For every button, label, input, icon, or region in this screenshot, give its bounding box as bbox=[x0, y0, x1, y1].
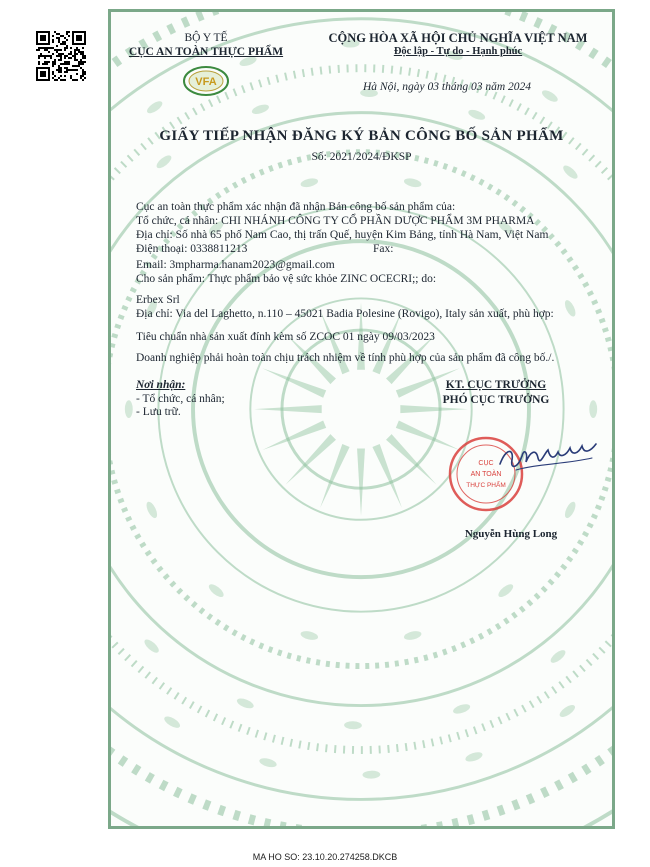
qr-module bbox=[84, 55, 86, 57]
qr-module bbox=[68, 61, 70, 63]
qr-module bbox=[42, 47, 44, 49]
qr-module bbox=[60, 67, 62, 69]
qr-module bbox=[52, 53, 54, 55]
qr-module bbox=[72, 79, 74, 81]
qr-module bbox=[54, 31, 56, 33]
signer-name: Nguyễn Hùng Long bbox=[464, 528, 558, 540]
qr-module bbox=[50, 57, 52, 59]
qr-module bbox=[52, 73, 54, 75]
qr-module bbox=[82, 75, 84, 77]
qr-module bbox=[44, 61, 46, 63]
agency-header bbox=[111, 31, 301, 59]
qr-module bbox=[38, 57, 40, 59]
qr-module bbox=[76, 69, 78, 71]
qr-module bbox=[60, 59, 62, 61]
qr-module bbox=[54, 61, 56, 63]
qr-module bbox=[80, 53, 82, 55]
recipient-item: - Tổ chức, cá nhân; bbox=[136, 393, 225, 405]
intro-text: Cục an toàn thực phẩm xác nhận đã nhận Bản công bố sản phẩm của: bbox=[136, 201, 456, 213]
qr-module bbox=[60, 71, 62, 73]
qr-module bbox=[76, 49, 78, 51]
qr-module bbox=[46, 55, 48, 57]
qr-module bbox=[84, 73, 86, 75]
qr-module bbox=[52, 71, 54, 73]
qr-module bbox=[58, 41, 60, 43]
qr-module bbox=[66, 47, 68, 49]
vfa-logo bbox=[182, 64, 230, 98]
qr-module bbox=[82, 47, 84, 49]
qr-module bbox=[76, 73, 78, 75]
standard-line: Tiêu chuẩn nhà sản xuất đính kèm số ZCOC 01 ngày 09/03/2023 bbox=[136, 331, 435, 343]
manufacturer-address-line: Địa chỉ: Via del Laghetto, n.110 – 45021 Badia Polesine (Rovigo), Italy sản xuất, phù hợp: bbox=[136, 308, 554, 320]
national-motto: Độc lập - Tự do - Hạnh phúc bbox=[393, 46, 523, 57]
qr-module bbox=[80, 51, 82, 53]
qr-module bbox=[82, 51, 84, 53]
qr-module bbox=[48, 47, 50, 49]
qr-module bbox=[64, 43, 66, 45]
qr-module bbox=[64, 75, 66, 77]
qr-module bbox=[62, 43, 64, 45]
qr-module bbox=[48, 55, 50, 57]
qr-module bbox=[40, 55, 42, 57]
qr-module bbox=[54, 75, 56, 77]
qr-module bbox=[72, 55, 74, 57]
handwritten-signature bbox=[496, 434, 606, 482]
qr-module bbox=[80, 63, 82, 65]
qr-module bbox=[78, 51, 80, 53]
qr-module bbox=[60, 43, 62, 45]
qr-module bbox=[56, 55, 58, 57]
qr-module bbox=[74, 55, 76, 57]
qr-module bbox=[44, 57, 46, 59]
qr-module bbox=[44, 49, 46, 51]
qr-module bbox=[66, 55, 68, 57]
qr-module bbox=[66, 61, 68, 63]
qr-module bbox=[60, 35, 62, 37]
issue-date: Hà Nội, ngày 03 tháng 03 năm 2024 bbox=[363, 81, 532, 93]
qr-module bbox=[84, 57, 86, 59]
qr-module bbox=[66, 39, 68, 41]
qr-module bbox=[60, 69, 62, 71]
qr-code bbox=[34, 31, 88, 81]
signatory-title-1 bbox=[411, 379, 581, 391]
qr-module bbox=[54, 79, 56, 81]
qr-module bbox=[62, 35, 64, 37]
qr-module bbox=[42, 63, 44, 65]
qr-module bbox=[52, 63, 54, 65]
qr-module bbox=[52, 47, 54, 49]
qr-module bbox=[70, 51, 72, 53]
qr-module bbox=[64, 67, 66, 69]
qr-module bbox=[70, 69, 72, 71]
qr-module bbox=[70, 75, 72, 77]
qr-module bbox=[76, 53, 78, 55]
qr-module bbox=[80, 59, 82, 61]
qr-module bbox=[64, 79, 66, 81]
qr-module bbox=[58, 67, 60, 69]
qr-module bbox=[52, 39, 54, 41]
qr-module bbox=[68, 57, 70, 59]
qr-module bbox=[72, 65, 74, 67]
phone-line: Điện thoại: 0338811213 bbox=[136, 243, 248, 255]
qr-module bbox=[48, 61, 50, 63]
qr-module bbox=[56, 51, 58, 53]
qr-module bbox=[56, 79, 58, 81]
qr-module bbox=[74, 65, 76, 67]
signatory-title-1-text: KT. CỤC TRƯỞNG bbox=[445, 379, 547, 391]
qr-module bbox=[58, 49, 60, 51]
qr-module bbox=[60, 49, 62, 51]
qr-module bbox=[54, 49, 56, 51]
stamp-text-bottom: THỰC PHẨM bbox=[466, 482, 506, 489]
qr-module bbox=[36, 49, 38, 51]
logo-text: VFA bbox=[195, 76, 217, 88]
qr-module bbox=[64, 61, 66, 63]
qr-module bbox=[82, 53, 84, 55]
document-number: Số: 2021/2024/ĐKSP bbox=[311, 151, 412, 163]
stamp-text-top: CỤC bbox=[478, 460, 494, 467]
qr-module bbox=[66, 69, 68, 71]
qr-module bbox=[60, 55, 62, 57]
fax-line: Fax: bbox=[373, 243, 394, 255]
qr-module bbox=[40, 53, 42, 55]
address-line: Địa chỉ: Số nhà 65 phố Nam Cao, thị trấn Quế, huyện Kim Bảng, tỉnh Hà Nam, Việt Nam bbox=[136, 229, 549, 241]
qr-module bbox=[58, 39, 60, 41]
qr-module bbox=[64, 37, 66, 39]
qr-module bbox=[68, 63, 70, 65]
qr-module bbox=[44, 47, 46, 49]
qr-module bbox=[72, 69, 74, 71]
qr-module bbox=[58, 69, 60, 71]
qr-module bbox=[70, 57, 72, 59]
ministry-name: BỘ Y TẾ bbox=[184, 32, 228, 44]
qr-module bbox=[84, 71, 86, 73]
qr-module bbox=[60, 57, 62, 59]
qr-module bbox=[74, 69, 76, 71]
qr-module bbox=[46, 61, 48, 63]
qr-module bbox=[52, 35, 54, 37]
qr-module bbox=[56, 69, 58, 71]
qr-module bbox=[38, 47, 40, 49]
qr-module bbox=[52, 61, 54, 63]
organization-line: Tổ chức, cá nhân: CHI NHÁNH CÔNG TY CỔ PHẦN DƯỢC PHẨM 3M PHARMA bbox=[136, 215, 535, 227]
qr-module bbox=[82, 61, 84, 63]
qr-module bbox=[48, 51, 50, 53]
qr-finder-module bbox=[40, 35, 46, 41]
qr-module bbox=[60, 75, 62, 77]
qr-module bbox=[64, 47, 66, 49]
qr-module bbox=[58, 53, 60, 55]
qr-module bbox=[70, 77, 72, 79]
qr-module bbox=[76, 65, 78, 67]
recipients-label: Nơi nhận: bbox=[136, 379, 186, 391]
qr-module bbox=[46, 47, 48, 49]
qr-module bbox=[44, 63, 46, 65]
qr-module bbox=[64, 49, 66, 51]
qr-module bbox=[78, 61, 80, 63]
qr-module bbox=[80, 77, 82, 79]
certificate bbox=[108, 9, 615, 829]
qr-module bbox=[56, 33, 58, 35]
qr-module bbox=[58, 33, 60, 35]
qr-module bbox=[54, 63, 56, 65]
qr-module bbox=[60, 53, 62, 55]
qr-module bbox=[46, 49, 48, 51]
qr-module bbox=[56, 49, 58, 51]
recipient-item: - Lưu trữ. bbox=[136, 406, 181, 418]
qr-module bbox=[64, 63, 66, 65]
qr-module bbox=[66, 67, 68, 69]
qr-finder-module bbox=[40, 71, 46, 77]
qr-module bbox=[74, 59, 76, 61]
qr-module bbox=[68, 53, 70, 55]
manufacturer-line: Erbex Srl bbox=[136, 294, 180, 306]
qr-module bbox=[66, 45, 68, 47]
qr-module bbox=[78, 63, 80, 65]
qr-module bbox=[60, 63, 62, 65]
qr-module bbox=[58, 71, 60, 73]
qr-module bbox=[82, 79, 84, 81]
qr-module bbox=[38, 63, 40, 65]
qr-module bbox=[58, 59, 60, 61]
qr-module bbox=[68, 31, 70, 33]
qr-module bbox=[76, 59, 78, 61]
qr-module bbox=[74, 79, 76, 81]
qr-module bbox=[82, 73, 84, 75]
qr-module bbox=[82, 63, 84, 65]
qr-module bbox=[74, 57, 76, 59]
qr-module bbox=[52, 41, 54, 43]
qr-module bbox=[62, 63, 64, 65]
qr-module bbox=[46, 63, 48, 65]
qr-module bbox=[74, 51, 76, 53]
qr-module bbox=[68, 69, 70, 71]
qr-module bbox=[56, 37, 58, 39]
qr-module bbox=[70, 53, 72, 55]
qr-module bbox=[38, 61, 40, 63]
qr-module bbox=[74, 49, 76, 51]
qr-module bbox=[78, 49, 80, 51]
agency-name: CỤC AN TOÀN THỰC PHẨM bbox=[128, 46, 284, 58]
qr-module bbox=[50, 47, 52, 49]
qr-module bbox=[38, 49, 40, 51]
qr-module bbox=[66, 33, 68, 35]
qr-module bbox=[62, 79, 64, 81]
qr-module bbox=[66, 31, 68, 33]
qr-module bbox=[82, 69, 84, 71]
responsibility-line: Doanh nghiệp phải hoàn toàn chịu trách nhiệm về tính phù hợp của sản phẩm đã công bố./. bbox=[136, 352, 555, 364]
qr-module bbox=[66, 71, 68, 73]
qr-module bbox=[64, 71, 66, 73]
qr-module bbox=[64, 55, 66, 57]
qr-module bbox=[78, 65, 80, 67]
dossier-code: MA HO SO: 23.10.20.274258.DKCB bbox=[252, 852, 398, 862]
qr-finder-module bbox=[76, 35, 82, 41]
republic-name: CỘNG HÒA XÃ HỘI CHỦ NGHĨA VIỆT NAM bbox=[328, 31, 588, 45]
qr-module bbox=[44, 55, 46, 57]
qr-module bbox=[58, 65, 60, 67]
qr-module bbox=[76, 79, 78, 81]
national-header bbox=[308, 31, 608, 59]
signatory-title-2: PHÓ CỤC TRƯỞNG bbox=[442, 394, 550, 406]
document-title: GIẤY TIẾP NHẬN ĐĂNG KÝ BẢN CÔNG BỐ SẢN PHẨM bbox=[159, 128, 564, 144]
email-line: Email: 3mpharma.hanam2023@gmail.com bbox=[136, 259, 335, 271]
qr-module bbox=[60, 79, 62, 81]
qr-module bbox=[62, 41, 64, 43]
qr-module bbox=[50, 55, 52, 57]
qr-module bbox=[52, 65, 54, 67]
qr-module bbox=[82, 57, 84, 59]
qr-module bbox=[76, 47, 78, 49]
qr-module bbox=[80, 75, 82, 77]
qr-module bbox=[58, 37, 60, 39]
qr-module bbox=[82, 55, 84, 57]
qr-module bbox=[52, 77, 54, 79]
qr-module bbox=[42, 55, 44, 57]
product-line: Cho sản phẩm: Thực phẩm bảo vệ sức khỏe ZINC OCECRI;; do: bbox=[136, 273, 437, 285]
qr-module bbox=[58, 77, 60, 79]
qr-module bbox=[54, 59, 56, 61]
qr-module bbox=[64, 41, 66, 43]
qr-module bbox=[80, 67, 82, 69]
qr-module bbox=[80, 61, 82, 63]
qr-module bbox=[68, 35, 70, 37]
qr-module bbox=[84, 61, 86, 63]
qr-module bbox=[38, 55, 40, 57]
qr-module bbox=[70, 47, 72, 49]
qr-module bbox=[64, 57, 66, 59]
qr-code-graphic bbox=[34, 31, 88, 81]
qr-module bbox=[82, 71, 84, 73]
stamp-text-middle: AN TOÀN bbox=[470, 471, 502, 478]
qr-module bbox=[58, 55, 60, 57]
qr-module bbox=[74, 53, 76, 55]
qr-module bbox=[56, 45, 58, 47]
qr-module bbox=[40, 47, 42, 49]
qr-module bbox=[84, 77, 86, 79]
qr-module bbox=[66, 63, 68, 65]
qr-module bbox=[62, 53, 64, 55]
